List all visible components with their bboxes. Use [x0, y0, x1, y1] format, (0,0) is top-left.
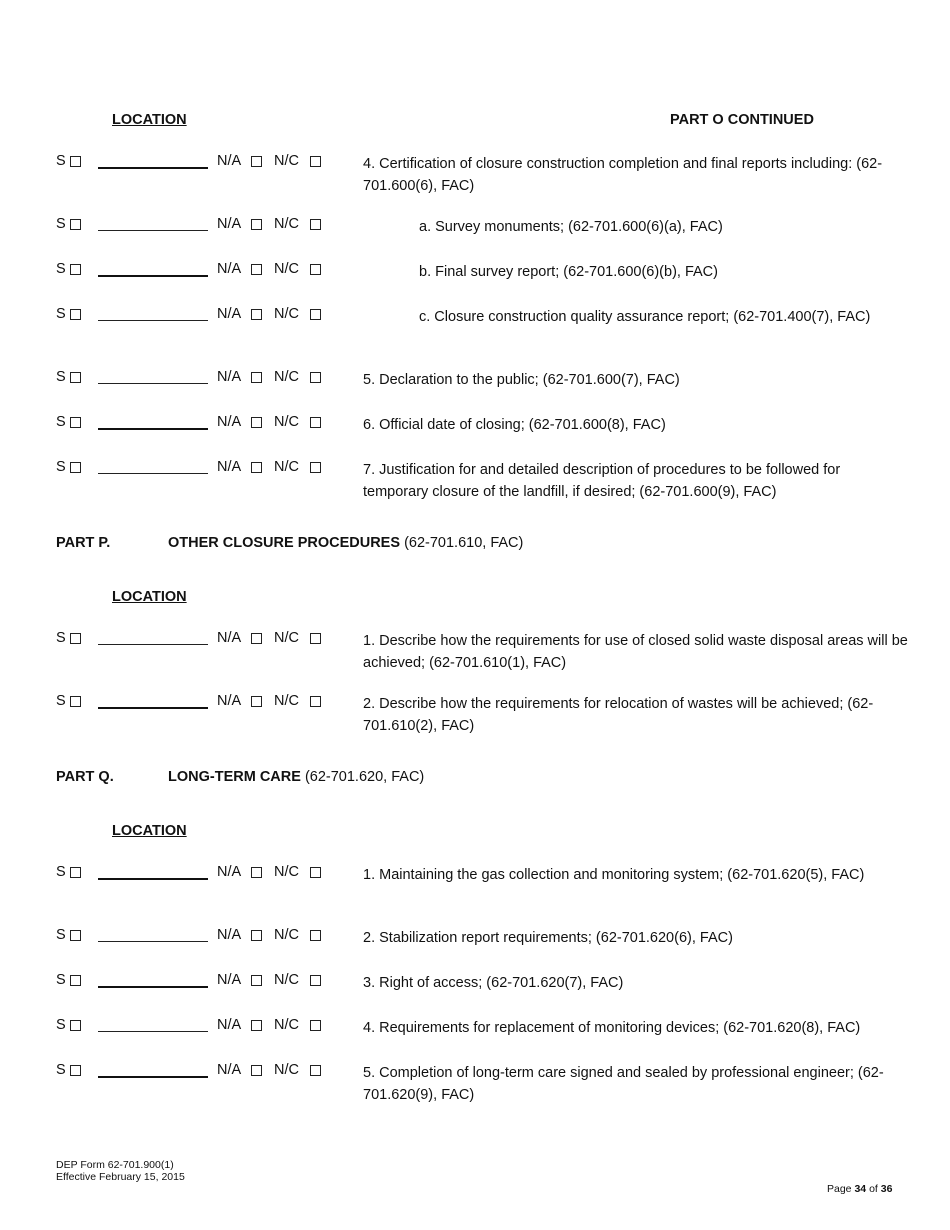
s-checkbox[interactable] [70, 1020, 81, 1031]
checklist-row [56, 369, 916, 413]
checklist-row [56, 261, 916, 305]
item-description: b. Final survey report; (62-701.600(6)(b), FAC) [419, 264, 718, 280]
item-description: 4. Requirements for replacement of monitoring devices; (62-701.620(8), FAC) [363, 1020, 861, 1036]
checklist-row [56, 927, 916, 971]
location-field[interactable] [98, 320, 208, 321]
na-label: N/A [217, 1017, 242, 1033]
nc-label: N/C [274, 306, 299, 322]
location-field[interactable] [98, 275, 208, 277]
na-label: N/A [217, 972, 242, 988]
part-q-title: LONG-TERM CARE [168, 769, 301, 785]
na-checkbox[interactable] [251, 1020, 262, 1031]
location-field[interactable] [98, 383, 208, 384]
s-label: S [56, 153, 66, 169]
nc-checkbox[interactable] [310, 264, 321, 275]
s-checkbox[interactable] [70, 930, 81, 941]
s-label: S [56, 630, 66, 646]
na-label: N/A [217, 927, 242, 943]
location-field[interactable] [98, 1076, 208, 1078]
nc-label: N/C [274, 459, 299, 475]
nc-checkbox[interactable] [310, 372, 321, 383]
na-checkbox[interactable] [251, 462, 262, 473]
checklist-row [56, 1062, 916, 1106]
checklist-row [56, 306, 916, 350]
item-description: 2. Stabilization report requirements; (62-701.620(6), FAC) [363, 930, 733, 946]
nc-checkbox[interactable] [310, 417, 321, 428]
page-number [827, 1183, 892, 1195]
s-label: S [56, 864, 66, 880]
nc-label: N/C [274, 927, 299, 943]
na-label: N/A [217, 864, 242, 880]
na-label: N/A [217, 153, 242, 169]
na-checkbox[interactable] [251, 372, 262, 383]
location-field[interactable] [98, 1031, 208, 1032]
effective-date: Effective February 15, 2015 [56, 1171, 185, 1183]
na-label: N/A [217, 693, 242, 709]
location-field[interactable] [98, 986, 208, 988]
location-field[interactable] [98, 644, 208, 645]
nc-label: N/C [274, 153, 299, 169]
part-q-rule: (62-701.620, FAC) [304, 769, 425, 785]
checklist-row [56, 630, 916, 674]
checklist-row [56, 693, 916, 737]
nc-label: N/C [274, 261, 299, 277]
location-field[interactable] [98, 941, 208, 942]
checklist-row [56, 216, 916, 260]
nc-label: N/C [274, 414, 299, 430]
nc-label: N/C [274, 864, 299, 880]
location-heading: LOCATION [112, 823, 187, 839]
item-description: 5. Declaration to the public; (62-701.600(7), FAC) [363, 372, 680, 388]
checklist-row [56, 459, 916, 503]
s-checkbox[interactable] [70, 462, 81, 473]
checklist-row [56, 864, 916, 908]
s-label: S [56, 927, 66, 943]
s-label: S [56, 693, 66, 709]
item-description: c. Closure construction quality assurance report; (62-701.400(7), FAC) [419, 309, 871, 325]
location-field[interactable] [98, 473, 208, 474]
na-checkbox[interactable] [251, 1065, 262, 1076]
s-checkbox[interactable] [70, 309, 81, 320]
na-label: N/A [217, 216, 242, 232]
part-p-key: PART P. [56, 535, 111, 551]
na-checkbox[interactable] [251, 633, 262, 644]
part-q-heading [56, 769, 916, 789]
s-label: S [56, 306, 66, 322]
checklist-row [56, 414, 916, 458]
s-label: S [56, 1017, 66, 1033]
checklist-row [56, 1017, 916, 1061]
part-p-title: OTHER CLOSURE PROCEDURES [168, 535, 401, 551]
nc-checkbox[interactable] [310, 219, 321, 230]
part-p-rule: (62-701.610, FAC) [404, 535, 524, 551]
na-label: N/A [217, 369, 242, 385]
s-checkbox[interactable] [70, 1065, 81, 1076]
item-description: 2. Describe how the requirements for relocation of wastes will be achieved; (62-701.610(2), FAC) [363, 696, 874, 734]
part-p-heading [56, 535, 916, 555]
s-label: S [56, 459, 66, 475]
nc-checkbox[interactable] [310, 462, 321, 473]
na-label: N/A [217, 630, 242, 646]
s-checkbox[interactable] [70, 372, 81, 383]
item-description: 3. Right of access; (62-701.620(7), FAC) [363, 975, 624, 991]
s-checkbox[interactable] [70, 156, 81, 167]
na-label: N/A [217, 1062, 242, 1078]
nc-checkbox[interactable] [310, 309, 321, 320]
checklist-row [56, 153, 916, 197]
location-field[interactable] [98, 878, 208, 880]
nc-checkbox[interactable] [310, 156, 321, 167]
s-label: S [56, 369, 66, 385]
na-checkbox[interactable] [251, 867, 262, 878]
item-description: a. Survey monuments; (62-701.600(6)(a), FAC) [419, 219, 723, 235]
s-checkbox[interactable] [70, 867, 81, 878]
nc-checkbox[interactable] [310, 696, 321, 707]
na-label: N/A [217, 414, 242, 430]
item-description: 1. Describe how the requirements for use of closed solid waste disposal areas will be achieved; (62-701.610(1), FAC) [363, 633, 908, 671]
s-checkbox[interactable] [70, 264, 81, 275]
na-checkbox[interactable] [251, 264, 262, 275]
page-total: 36 [880, 1183, 893, 1195]
na-label: N/A [217, 261, 242, 277]
nc-checkbox[interactable] [310, 867, 321, 878]
s-label: S [56, 414, 66, 430]
form-footer [56, 1159, 185, 1183]
form-number: DEP Form 62-701.900(1) [56, 1159, 174, 1171]
part-q-title-line [168, 769, 424, 785]
s-checkbox[interactable] [70, 975, 81, 986]
nc-label: N/C [274, 1062, 299, 1078]
nc-label: N/C [274, 972, 299, 988]
nc-label: N/C [274, 216, 299, 232]
na-checkbox[interactable] [251, 309, 262, 320]
item-description: 6. Official date of closing; (62-701.600(8), FAC) [363, 417, 666, 433]
nc-checkbox[interactable] [310, 930, 321, 941]
item-description: 7. Justification for and detailed description of procedures to be followed for temporary closure of the landfill, if desired; (62-701.600(9), FAC) [363, 462, 841, 500]
checklist-row [56, 972, 916, 1016]
s-checkbox[interactable] [70, 696, 81, 707]
na-label: N/A [217, 306, 242, 322]
page-prefix: Page [827, 1183, 852, 1195]
part-p-title-line [168, 535, 523, 551]
na-checkbox[interactable] [251, 930, 262, 941]
na-checkbox[interactable] [251, 417, 262, 428]
na-checkbox[interactable] [251, 696, 262, 707]
s-label: S [56, 261, 66, 277]
s-label: S [56, 972, 66, 988]
nc-label: N/C [274, 630, 299, 646]
s-label: S [56, 216, 66, 232]
na-checkbox[interactable] [251, 975, 262, 986]
page-of: of [869, 1183, 878, 1195]
na-checkbox[interactable] [251, 156, 262, 167]
item-description: 4. Certification of closure construction completion and final reports including: (62-701.600(6), FAC) [363, 156, 883, 194]
s-checkbox[interactable] [70, 633, 81, 644]
nc-label: N/C [274, 1017, 299, 1033]
nc-checkbox[interactable] [310, 975, 321, 986]
nc-label: N/C [274, 693, 299, 709]
part-o-continued-heading: PART O CONTINUED [670, 112, 814, 128]
part-q-key: PART Q. [56, 769, 114, 785]
nc-checkbox[interactable] [310, 1020, 321, 1031]
location-heading: LOCATION [112, 589, 187, 605]
s-checkbox[interactable] [70, 417, 81, 428]
location-field[interactable] [98, 230, 208, 231]
s-label: S [56, 1062, 66, 1078]
na-label: N/A [217, 459, 242, 475]
item-description: 1. Maintaining the gas collection and monitoring system; (62-701.620(5), FAC) [363, 867, 865, 883]
location-field[interactable] [98, 428, 208, 430]
location-field[interactable] [98, 167, 208, 169]
nc-checkbox[interactable] [310, 633, 321, 644]
nc-checkbox[interactable] [310, 1065, 321, 1076]
item-description: 5. Completion of long-term care signed and sealed by professional engineer; (62-701.620(9), FAC) [363, 1065, 884, 1103]
location-field[interactable] [98, 707, 208, 709]
page-current: 34 [854, 1183, 867, 1195]
na-checkbox[interactable] [251, 219, 262, 230]
location-heading: LOCATION [112, 112, 187, 128]
nc-label: N/C [274, 369, 299, 385]
s-checkbox[interactable] [70, 219, 81, 230]
